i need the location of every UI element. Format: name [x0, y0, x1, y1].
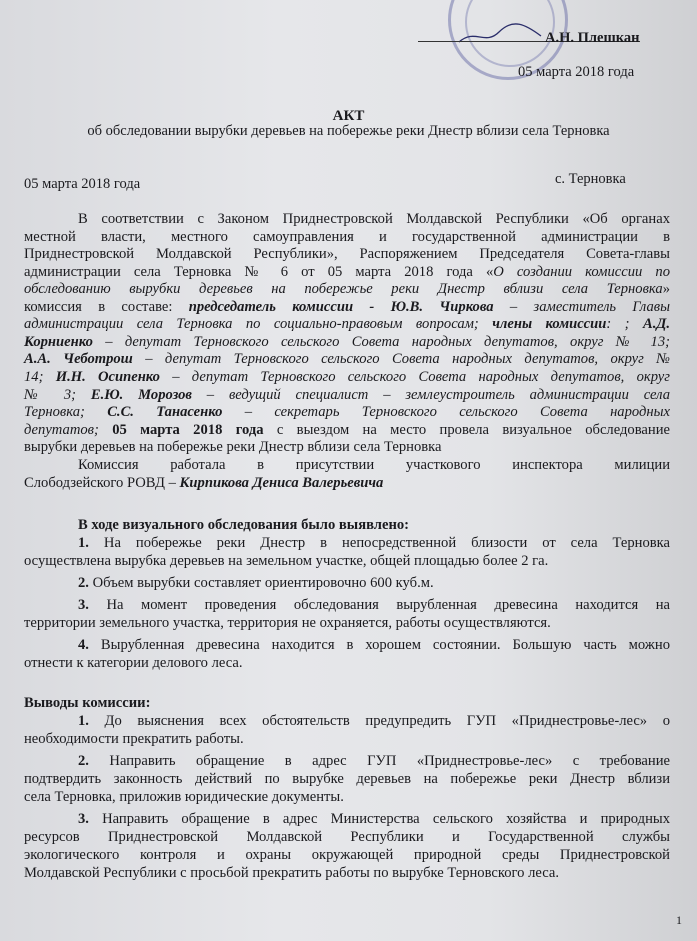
member-role: № 3; [24, 387, 91, 403]
intro-text: » [662, 281, 670, 297]
member-role: – депутат Терновского сельского Совета народных депутатов, округ [159, 369, 670, 385]
member-role: – секретарь Терновского сельского Совета народных [222, 404, 670, 420]
intro-text: с выездом на место провела визуальное обследование [263, 422, 670, 438]
chair-role: – заместитель Главы [493, 299, 670, 315]
intro-line-6 [24, 298, 670, 316]
intro-line-11 [24, 386, 670, 404]
finding-number: 2. [78, 575, 89, 591]
signature-scrawl [455, 20, 545, 50]
intro-line-14: вырубки деревьев на побережье реки Днестр вблизи села Терновка [24, 439, 442, 455]
member-name: И.Н. Осипенко [55, 369, 160, 385]
intro-text: комиссия в составе: [24, 299, 189, 315]
approver-name: А.Н. Плешкан [545, 30, 640, 46]
conclusion-3-line-4: Молдавской Республики с просьбой прекратить работы по вырубке Терновского леса. [24, 865, 560, 881]
chair-role: администрации села Терновка по социально-правовым вопросам; [24, 316, 493, 332]
members-label: члены комиссии [492, 316, 607, 332]
member-role: – депутат Терновского сельского Совета народных депутатов, округ № [132, 351, 670, 367]
finding-4-line-2: отнести к категории делового леса. [24, 655, 243, 671]
member-name: С.С. Танасенко [107, 404, 223, 420]
intro-line-9 [24, 350, 670, 368]
intro-text: : ; [606, 316, 643, 332]
member-role: Терновка; [24, 404, 108, 420]
act-date: 05 марта 2018 года [24, 176, 141, 192]
intro-line-8 [24, 333, 670, 351]
presence-line-2 [24, 474, 670, 492]
intro-line-3: Приднестровской Молдавской Республики», Распоряжением Председателя Совета-главы [24, 246, 670, 262]
conclusion-2-line-2: подтвердить законность действий по вырубке деревьев на побережье реки Днестр вблизи [24, 771, 670, 787]
intro-line-2: местной власти, местного самоуправления и государственной администрации в [24, 229, 670, 245]
conclusion-number: 2. [78, 753, 89, 769]
conclusion-1-line-1 [24, 712, 670, 730]
conclusion-text: Направить обращение в адрес Министерства сельского хозяйства и природных [88, 811, 670, 827]
conclusion-text: Направить обращение в адрес ГУП «Приднестровье-лес» с требование [88, 753, 670, 769]
finding-text: На побережье реки Днестр в непосредственной близости от села Терновка [88, 535, 670, 551]
conclusion-3-line-2: ресурсов Приднестровской Молдавской Республики и Государственной службы [24, 829, 670, 845]
chair-name: председатель комиссии - Ю.В. Чиркова [188, 299, 494, 315]
finding-number: 1. [78, 535, 89, 551]
act-place: с. Терновка [555, 171, 626, 187]
approval-date: 05 марта 2018 года [518, 64, 635, 80]
conclusion-1-line-2: необходимости прекратить работы. [24, 731, 244, 747]
conclusion-2-line-1 [24, 752, 670, 770]
intro-line-5 [24, 280, 670, 298]
conclusion-number: 3. [78, 811, 89, 827]
member-role: – депутат Терновского сельского Совета народных депутатов, округ № 13; [92, 334, 670, 350]
member-role: – ведущий специалист – землеустроитель администрации села [191, 387, 670, 403]
conclusion-text: До выяснения всех обстоятельств предупредить ГУП «Приднестровье-лес» о [88, 713, 670, 729]
findings-heading: В ходе визуального обследования было выявлено: [78, 517, 410, 533]
member-name: Корниенко [24, 334, 93, 350]
member-name: Е.Ю. Морозов [90, 387, 192, 403]
member-role: депутатов; [24, 422, 113, 438]
finding-3-line-1 [24, 596, 670, 614]
conclusion-3-line-3: экологического контроля и охраны окружающей природной среды Приднестровской [24, 847, 670, 863]
finding-text: Вырубленная древесина находится в хорошем состоянии. Большую часть можно [88, 637, 670, 653]
intro-line-1: В соответствии с Законом Приднестровской Молдавской Республики «Об органах [78, 211, 670, 227]
conclusion-number: 1. [78, 713, 89, 729]
page-number: 1 [676, 913, 682, 927]
member-name: А.А. Чеботрош [24, 351, 133, 367]
intro-line-13 [24, 421, 670, 439]
finding-3-line-2: территории земельного участка, территория не охраняется, работы осуществляются. [24, 615, 551, 631]
order-title-part: О создании комиссии по [493, 264, 670, 280]
conclusions-heading: Выводы комиссии: [24, 695, 151, 711]
finding-1-line-1 [24, 534, 670, 552]
document-title: АКТ [332, 108, 365, 124]
finding-text: Объем вырубки составляет ориентировочно 600 куб.м. [88, 575, 434, 591]
finding-4-line-1 [24, 636, 670, 654]
intro-line-12 [24, 403, 670, 421]
intro-line-10 [24, 368, 670, 386]
intro-line-4 [24, 263, 670, 281]
inspection-date: 05 марта 2018 года [112, 422, 264, 438]
inspector-name: Кирпикова Дениса Валерьевича [179, 475, 384, 491]
finding-number: 4. [78, 637, 89, 653]
member-name: А.Д. [642, 316, 670, 332]
presence-line-1: Комиссия работала в присутствии участкового инспектора милиции [78, 457, 670, 473]
conclusion-3-line-1 [24, 810, 670, 828]
finding-2 [24, 574, 670, 592]
finding-number: 3. [78, 597, 89, 613]
member-role: 14; [24, 369, 56, 385]
intro-text: администрации села Терновка № 6 от 05 марта 2018 года « [24, 264, 494, 280]
document-subtitle: об обследовании вырубки деревьев на побережье реки Днестр вблизи села Терновка [87, 123, 610, 139]
finding-1-line-2: осуществлена вырубка деревьев на земельном участке, общей площадью более 2 га. [24, 553, 549, 569]
presence-text: Слободзейского РОВД – [24, 475, 180, 491]
conclusion-2-line-3: села Терновка, приложив юридические документы. [24, 789, 344, 805]
order-title-part: обследованию вырубки деревьев на побережье реки Днестр вблизи села Терновка [24, 281, 663, 297]
intro-line-7 [24, 315, 670, 333]
finding-text: На момент проведения обследования вырубленная древесина находится на [88, 597, 670, 613]
